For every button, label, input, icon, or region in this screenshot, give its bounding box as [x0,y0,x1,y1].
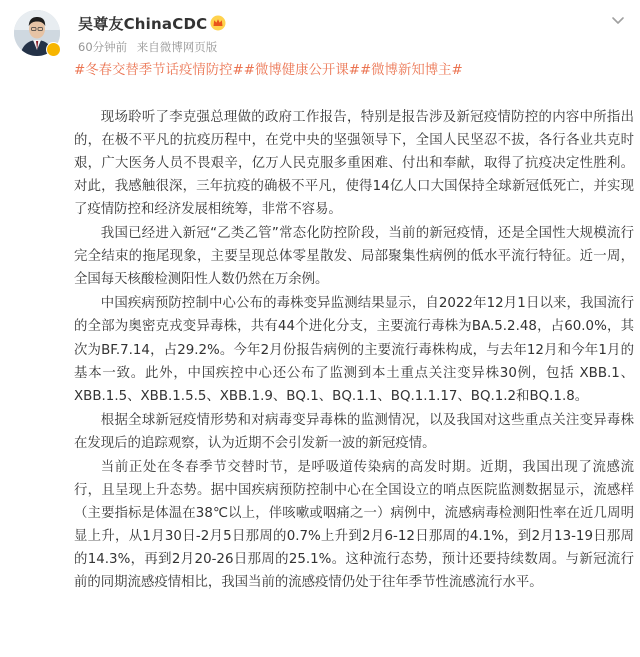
post-paragraph: 当前正处在冬春季节交替时节，是呼吸道传染病的高发时期。近期，我国出现了流感流行，且呈现上升态势。据中国疾病预防控制中心在全国设立的哨点医院监测数据显示，流感样（主要指标是体温在38℃以上，伴咳嗽或咽痛之一）病例中，流感病毒检测阳性率在近几周明显上升，从1月30日-2月5日那周的0.7%上升到2月6-12日那周的4.1%，到2月13-19日那周的14.3%，再到2月20-26日那周的25.1%。这种流行态势，预计还要持续数周。与新冠流行前的同期流感疫情相比，我国当前的流感疫情仍处于往年季节性流感流行水平。 [74,459,634,591]
topic-tag[interactable]: #冬春交替季节话疫情防控# [74,63,244,78]
post-meta [78,39,223,55]
paragraph-spacer [74,82,634,106]
post-header [14,10,626,58]
verified-badge-icon [46,42,61,57]
topic-tag[interactable]: #微博健康公开课# [243,63,360,78]
topic-tags [74,60,634,82]
chevron-down-icon[interactable] [610,12,626,28]
topic-tag[interactable]: #微博新知博主# [359,63,463,78]
post-time[interactable]: 60分钟前 [78,40,128,54]
post-paragraph: 现场聆听了李克强总理做的政府工作报告，特别是报告涉及新冠疫情防控的内容中所指出的，在极不平凡的抗疫历程中，在党中央的坚强领导下，全国人民坚忍不拔，各行各业共克时艰，广大医务人员不畏艰辛，亿万人民克服多重困难、付出和奉献，取得了抗疫决定性胜利。对此，我感触很深，三年抗疫的确极不平凡，使得14亿人口大国保持全球新冠低死亡，并实现了疫情防控和经济发展相统筹，非常不容易。 [74,110,634,218]
post-body [74,60,634,595]
post-paragraph: 中国疾病预防控制中心公布的毒株变异监测结果显示，自2022年12月1日以来，我国流行的全部为奥密克戎变异毒株，共有44个进化分支，主要流行毒株为BA.5.2.48，占60.0%，其次为BF.7.14，占29.2%。今年2月份报告病例的主要流行毒株构成，与去年12月和今年1月的基本一致。此外，中国疾控中心还公布了监测到本土重点关注变异株30例，包括 XBB.1、XBB.1.5、XBB.1.5.5、XBB.1.9、BQ.1、BQ.1.1、BQ.1.1.17、BQ.1.2和BQ.1.8。 [74,296,634,404]
post-source-prefix: 来自 [136,40,160,54]
post-source[interactable]: 微博网页版 [159,40,218,54]
post-paragraph: 根据全球新冠疫情形势和对病毒变异毒株的监测情况，以及我国对这些重点关注变异毒株在发现后的追踪观察，认为近期不会引发新一波的新冠疫情。 [74,412,634,451]
author-name-row [78,13,226,33]
crown-badge-icon[interactable] [210,15,226,31]
author-name[interactable]: 吴尊友ChinaCDC [78,14,208,33]
post-paragraph: 我国已经进入新冠“乙类乙管”常态化防控阶段，当前的新冠疫情，还是全国性大规模流行完全结束的拖尾现象，主要呈现总体零星散发、局部聚集性病例的低水平流行特征。近一周，全国每天核酸检测阳性人数仍然在万余例。 [74,226,634,288]
